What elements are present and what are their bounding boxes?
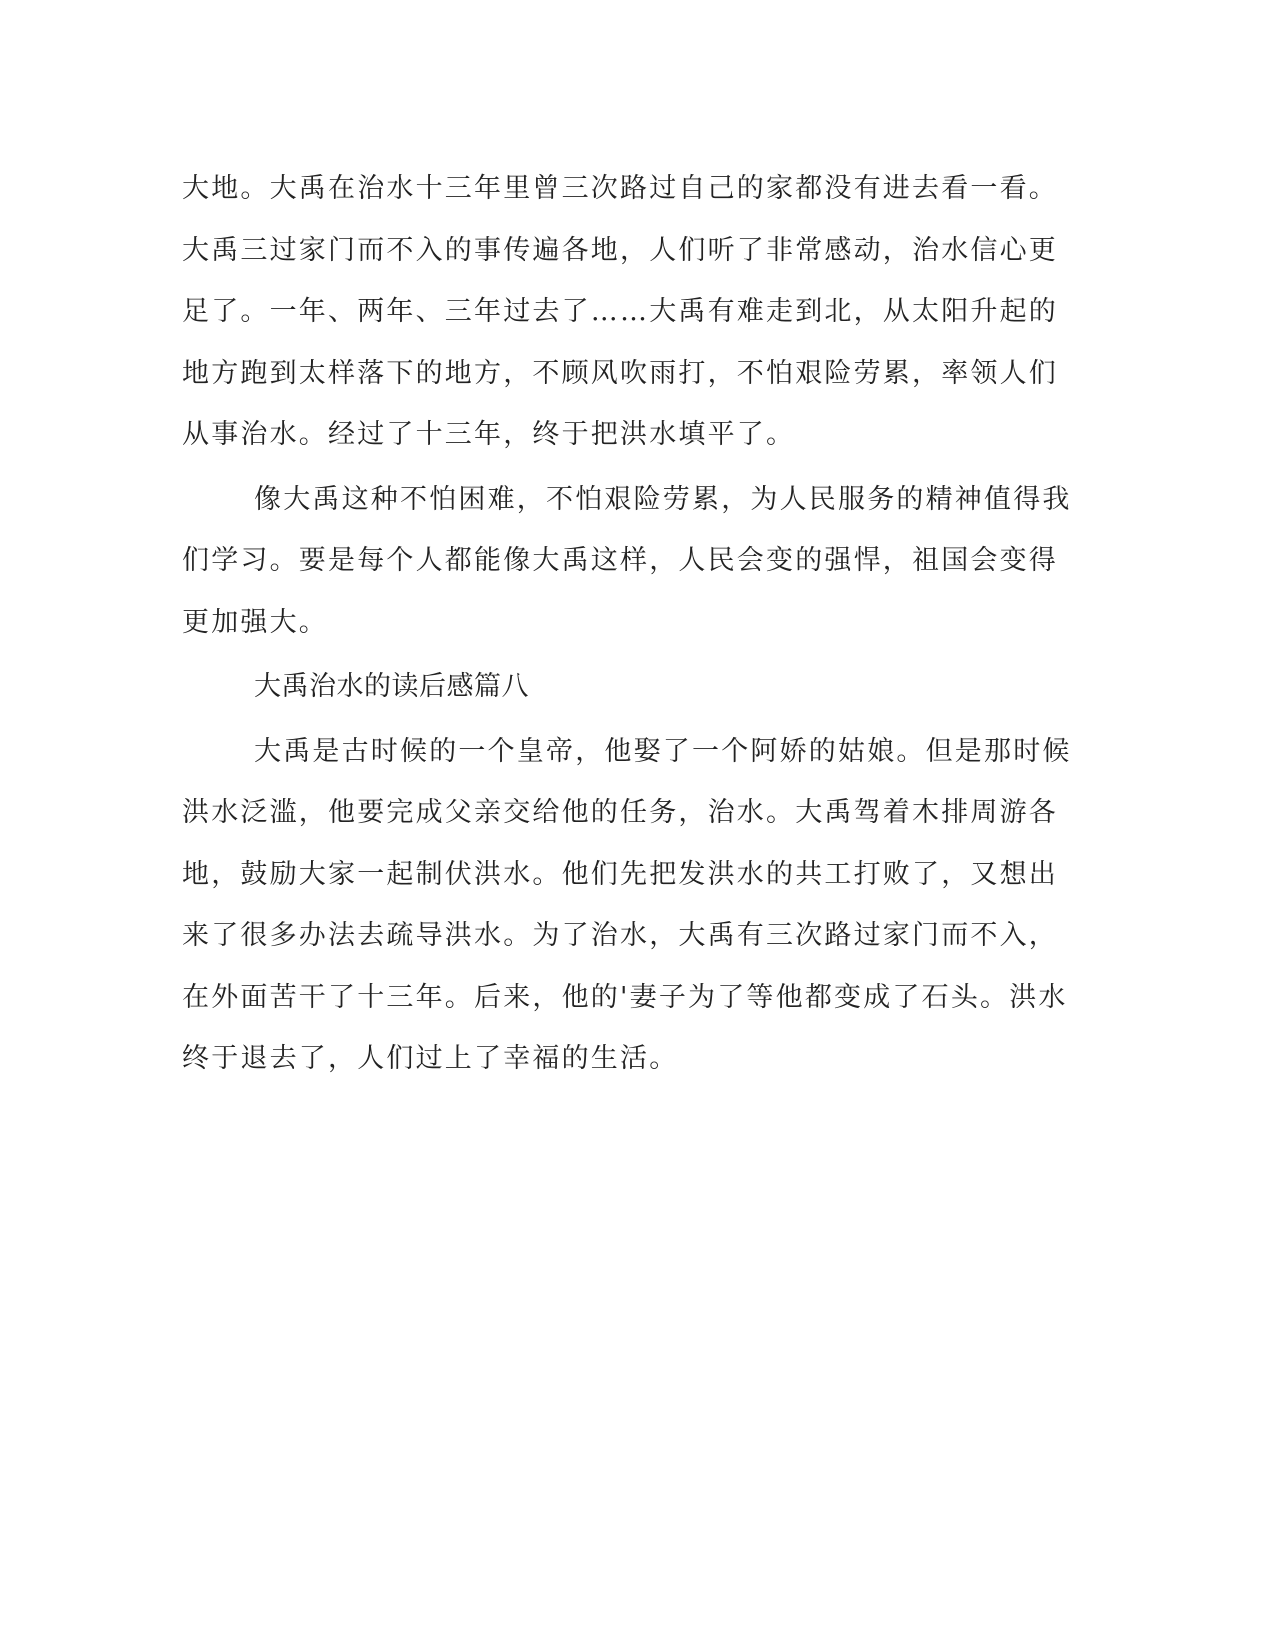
text-line: 大禹是古时候的一个皇帝，他娶了一个阿娇的姑娘。但是那时候	[254, 735, 1072, 767]
text-line: 来了很多办法去疏导洪水。为了治水，大禹有三次路过家门而不入，	[182, 920, 1058, 951]
text-line: 足了。一年、两年、三年过去了……大禹有难走到北，从太阳升起的	[182, 296, 1058, 327]
text-line: 大地。大禹在治水十三年里曾三次路过自己的家都没有进去看一看。	[182, 173, 1058, 204]
text-line: 地方跑到太样落下的地方，不顾风吹雨打，不怕艰险劳累，率领人们	[182, 357, 1058, 389]
paragraph-story	[182, 721, 1072, 1090]
section-heading: 大禹治水的读后感篇八	[254, 671, 529, 702]
text-line: 终于退去了，人们过上了幸福的生活。	[182, 1043, 679, 1074]
text-line: 像大禹这种不怕困难，不怕艰险劳累，为人民服务的精神值得我	[254, 483, 1072, 515]
text-line: 地，鼓励大家一起制伏洪水。他们先把发洪水的共工打败了，又想出	[182, 858, 1058, 890]
text-line: 大禹三过家门而不入的事传遍各地，人们听了非常感动，治水信心更	[182, 234, 1058, 266]
text-line: 洪水泛滥，他要完成父亲交给他的任务，治水。大禹驾着木排周游各	[182, 797, 1058, 828]
paragraph-continuation	[182, 158, 1058, 466]
text-line: 们学习。要是每个人都能像大禹这样，人民会变的强悍，祖国会变得	[182, 545, 1058, 576]
paragraph-reflection	[182, 469, 1072, 654]
document-body	[182, 158, 1072, 1093]
text-line: 从事治水。经过了十三年，终于把洪水填平了。	[182, 419, 796, 450]
text-line: 在外面苦干了十三年。后来，他的'妻子为了等他都变成了石头。洪水	[182, 981, 1068, 1013]
text-line: 更加强大。	[182, 606, 328, 638]
